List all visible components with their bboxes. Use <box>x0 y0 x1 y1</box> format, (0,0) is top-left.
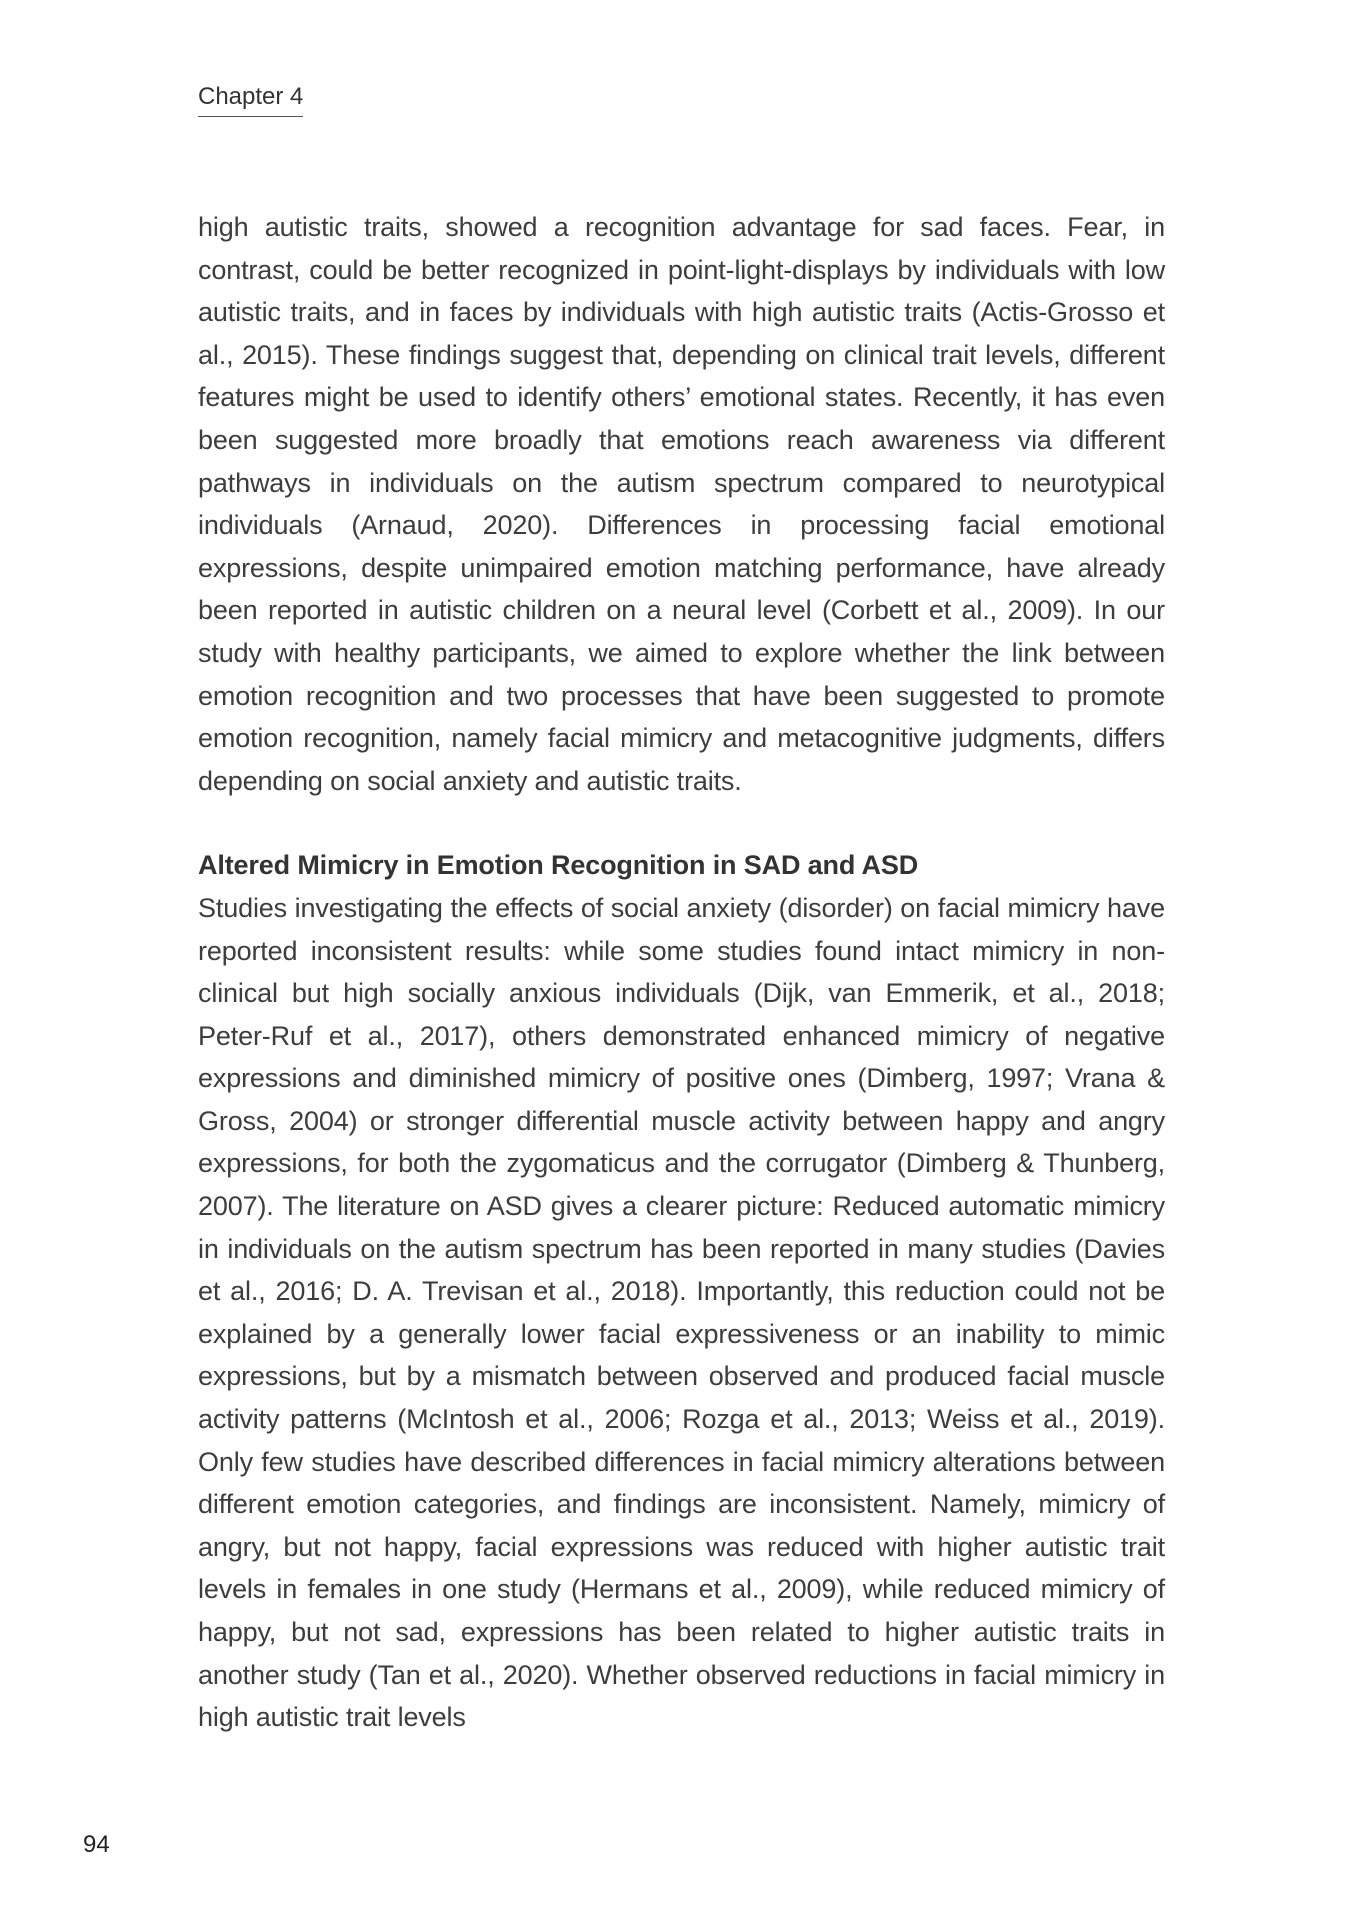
section-heading: Altered Mimicry in Emotion Recognition in SAD and ASD <box>198 850 919 881</box>
body-paragraph: high autistic traits, showed a recognition advantage for sad faces. Fear, in contrast, could be better recognized in point-light-displays by individuals with low autistic traits, and in faces by individuals with high autistic traits (Actis-Grosso et al., 2015). These findings suggest that, depending on clinical trait levels, different features might be used to identify others’ emotional states. Recently, it has even been suggested more broadly that emotions reach awareness via different pathways in individuals on the autism spectrum compared to neurotypical individuals (Arnaud, 2020). Differences in processing facial emotional expressions, despite unimpaired emotion matching performance, have already been reported in autistic children on a neural level (Corbett et al., 2009). In our study with healthy participants, we aimed to explore whether the link between emotion recognition and two processes that have been suggested to promote emotion recognition, namely facial mimicry and metacognitive judgments, differs depending on social anxiety and autistic traits. <box>198 212 1165 796</box>
page-number: 94 <box>83 1831 110 1858</box>
body-paragraph: Studies investigating the effects of social anxiety (disorder) on facial mimicry have reported inconsistent results: while some studies found intact mimicry in non-clinical but high socially anxious individuals (Dijk, van Emmerik, et al., 2018; Peter-Ruf et al., 2017), others demonstrated enhanced mimicry of negative expressions and diminished mimicry of positive ones (Dimberg, 1997; Vrana & Gross, 2004) or stronger differential muscle activity between happy and angry expressions, for both the zygomaticus and the corrugator (Dimberg & Thunberg, 2007). The literature on ASD gives a clearer picture: Reduced automatic mimicry in individuals on the autism spectrum has been reported in many studies (Davies et al., 2016; D. A. Trevisan et al., 2018). Importantly, this reduction could not be explained by a generally lower facial expressiveness or an inability to mimic expressions, but by a mismatch between observed and produced facial muscle activity patterns (McIntosh et al., 2006; Rozga et al., 2013; Weiss et al., 2019). Only few studies have described differences in facial mimicry alterations between different emotion categories, and findings are inconsistent. Namely, mimicry of angry, but not happy, facial expressions was reduced with higher autistic trait levels in females in one study (Hermans et al., 2009), while reduced mimicry of happy, but not sad, expressions has been related to higher autistic traits in another study (Tan et al., 2020). Whether observed reductions in facial mimicry in high autistic trait levels <box>198 892 1165 1733</box>
main-content <box>198 206 1165 1739</box>
running-header: Chapter 4 <box>198 82 303 117</box>
